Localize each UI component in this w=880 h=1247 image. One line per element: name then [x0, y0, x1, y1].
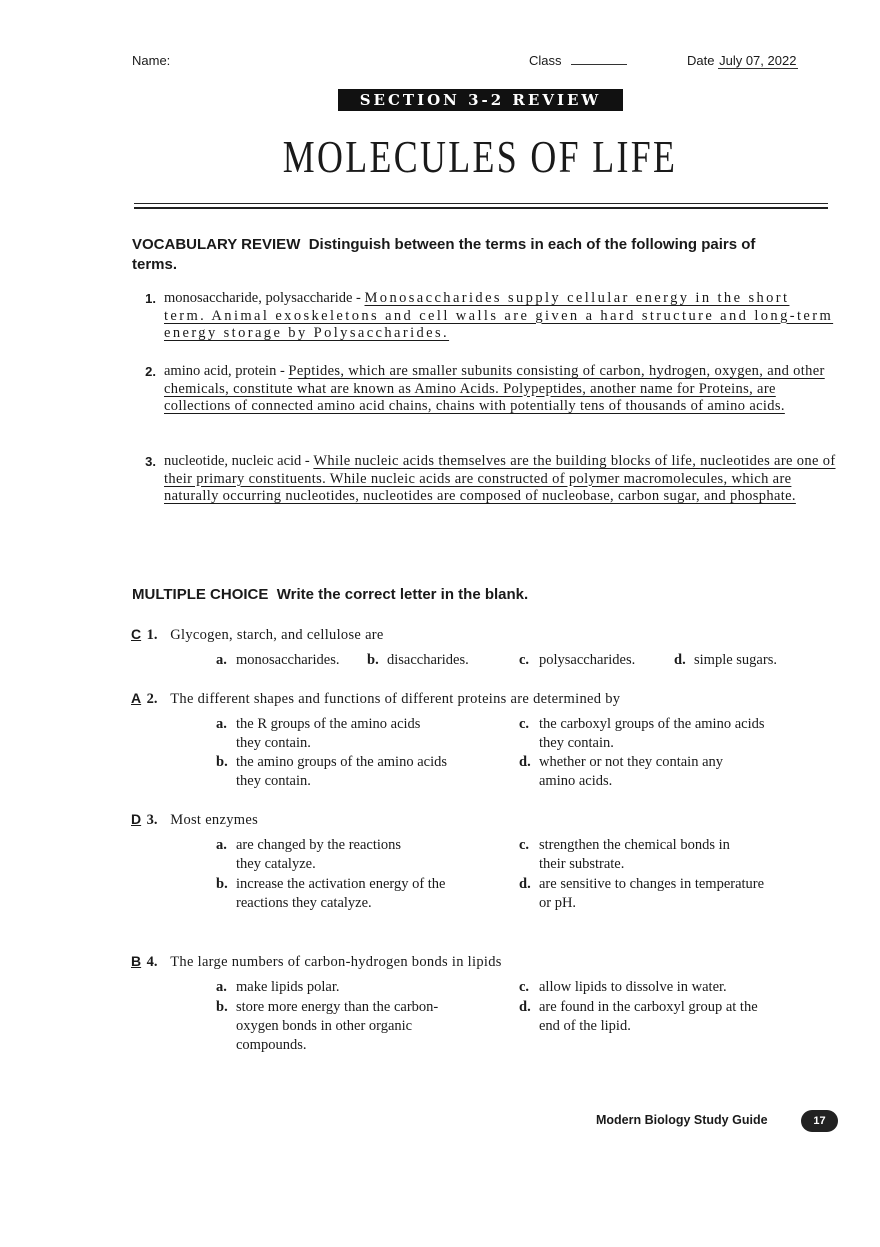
q3-option-d-text-2: or pH.: [539, 895, 577, 911]
name-label: Name:: [132, 53, 171, 68]
mc-heading-label: MULTIPLE CHOICE: [132, 586, 269, 603]
q4-option-c-text: allow lipids to dissolve in water.: [539, 979, 727, 995]
q4-option-a-letter: a.: [216, 979, 227, 995]
vocab-instruction: Distinguish between the terms in each of the following pairs of terms.: [132, 236, 756, 273]
q1-option-c: [519, 651, 635, 670]
q1-option-b: [367, 651, 469, 670]
q3-option-c-text-2: their substrate.: [539, 856, 625, 872]
q3-option-c: [519, 836, 730, 874]
mc-heading: [132, 585, 528, 605]
question-4-number: 4.: [146, 954, 158, 970]
q2-option-d-text: whether or not they contain any: [539, 754, 724, 770]
q4-option-b-text-3: compounds.: [236, 1037, 307, 1053]
vocab-heading: [132, 235, 792, 275]
vocab-item-3: [164, 453, 836, 506]
q1-option-a-text: monosaccharides.: [236, 652, 340, 668]
q2-option-c-text-2: they contain.: [539, 735, 614, 751]
q4-option-b-text-2: oxygen bonds in other organic: [236, 1018, 413, 1034]
question-3-answer: D: [131, 811, 142, 827]
q3-option-b-text-2: reactions they catalyze.: [236, 895, 372, 911]
q2-option-d-text-2: amino acids.: [539, 773, 613, 789]
q3-option-a-text: are changed by the reactions: [236, 837, 402, 853]
page-number-badge: 17: [801, 1110, 838, 1132]
q2-option-c: [519, 715, 765, 753]
date-label: Date: [687, 53, 715, 68]
q4-option-d-letter: d.: [519, 999, 531, 1015]
q3-option-a: [216, 836, 401, 874]
mc-instruction: Write the correct letter in the blank.: [276, 586, 529, 603]
question-4-answer: B: [131, 953, 142, 969]
q3-option-d-text: are sensitive to changes in temperature: [539, 876, 765, 892]
q2-option-b: [216, 753, 447, 791]
question-2-text: The different shapes and functions of different proteins are determined by: [170, 691, 621, 707]
q2-option-d: [519, 753, 723, 791]
q3-option-b-text: increase the activation energy of the: [236, 876, 446, 892]
question-4-text: The large numbers of carbon-hydrogen bonds in lipids: [170, 954, 502, 970]
question-1-answer: C: [131, 626, 142, 642]
q2-option-a: [216, 715, 420, 753]
q3-option-c-text: strengthen the chemical bonds in: [539, 837, 730, 853]
footer-book-title: Modern Biology Study Guide: [596, 1113, 768, 1127]
vocab-item-2-terms: amino acid, protein -: [164, 363, 289, 379]
question-4: [131, 952, 502, 971]
question-1: [131, 625, 384, 644]
q1-option-d-text: simple sugars.: [694, 652, 777, 668]
q2-option-b-letter: b.: [216, 754, 228, 770]
question-2: [131, 689, 620, 708]
q4-option-d-text-2: end of the lipid.: [539, 1018, 631, 1034]
q1-option-c-letter: c.: [519, 652, 530, 668]
class-label: Class: [529, 53, 562, 68]
q4-option-d: [519, 998, 758, 1036]
q2-option-d-letter: d.: [519, 754, 531, 770]
q2-option-a-text-2: they contain.: [236, 735, 311, 751]
question-2-number: 2.: [146, 691, 158, 707]
question-1-number: 1.: [146, 627, 158, 643]
vocab-item-3-answer: While nucleic acids themselves are the building blocks of life, nucleotides are one of their primary constituents. While nucleic acids are constructed of polymer macromolecules, which are naturally occurring nucleotides, nucleotides are composed of nucleobase, carbon sugar, and phosphate.: [164, 453, 836, 504]
date-field: [687, 53, 798, 68]
q3-option-d-letter: d.: [519, 876, 531, 892]
q1-option-d: [674, 651, 777, 670]
q3-option-b-letter: b.: [216, 876, 228, 892]
q3-option-a-letter: a.: [216, 837, 227, 853]
vocab-item-1-terms: monosaccharide, polysaccharide -: [164, 290, 365, 306]
section-label: SECTION 3-2 REVIEW: [338, 89, 623, 111]
q4-option-c-letter: c.: [519, 979, 530, 995]
q1-option-b-text: disaccharides.: [387, 652, 469, 668]
vocab-item-3-number: 3.: [145, 454, 156, 469]
q3-option-b: [216, 875, 446, 913]
question-3-number: 3.: [146, 812, 158, 828]
q4-option-a-text: make lipids polar.: [236, 979, 340, 995]
q1-option-d-letter: d.: [674, 652, 686, 668]
vocab-item-1-number: 1.: [145, 291, 156, 306]
vocab-item-2: [164, 363, 836, 416]
q1-option-a-letter: a.: [216, 652, 227, 668]
q4-option-b: [216, 998, 438, 1055]
q4-option-c: [519, 978, 727, 997]
vocab-item-1-answer: Monosaccharides supply cellular energy in the short term. Animal exoskeletons and cell walls are given a hard structure and long-term energy storage by Polysaccharides.: [164, 290, 834, 341]
q3-option-d: [519, 875, 764, 913]
vocab-item-1: [164, 290, 836, 343]
question-2-answer: A: [131, 690, 142, 706]
question-3: [131, 810, 258, 829]
q4-option-b-text: store more energy than the carbon-: [236, 999, 439, 1015]
class-field: [529, 53, 627, 68]
q2-option-c-letter: c.: [519, 716, 530, 732]
q2-option-b-text: the amino groups of the amino acids: [236, 754, 448, 770]
title-rule-bottom: [134, 207, 828, 209]
vocab-heading-label: VOCABULARY REVIEW: [132, 236, 301, 253]
q2-option-a-text: the R groups of the amino acids: [236, 716, 421, 732]
title-rule-top: [134, 203, 828, 204]
question-3-text: Most enzymes: [170, 812, 259, 828]
q2-option-c-text: the carboxyl groups of the amino acids: [539, 716, 765, 732]
q3-option-a-text-2: they catalyze.: [236, 856, 316, 872]
date-value: July 07, 2022: [719, 53, 797, 68]
vocab-item-2-answer: Peptides, which are smaller subunits consisting of carbon, hydrogen, oxygen, and other chemicals, constitute what are known as Amino Acids. Polypeptides, another name for Proteins, are collections of connected amino acid chains, chains with potentially tens of thousands of amino acids.: [164, 363, 825, 414]
q1-option-b-letter: b.: [367, 652, 379, 668]
vocab-item-3-terms: nucleotide, nucleic acid -: [164, 453, 314, 469]
q2-option-b-text-2: they contain.: [236, 773, 311, 789]
vocab-item-2-number: 2.: [145, 364, 156, 379]
q2-option-a-letter: a.: [216, 716, 227, 732]
question-1-text: Glycogen, starch, and cellulose are: [170, 627, 384, 643]
q1-option-c-text: polysaccharides.: [539, 652, 636, 668]
q3-option-c-letter: c.: [519, 837, 530, 853]
q4-option-a: [216, 978, 340, 997]
q1-option-a: [216, 651, 339, 670]
page-title: MOLECULES OF LIFE: [282, 131, 678, 182]
q4-option-b-letter: b.: [216, 999, 228, 1015]
q4-option-d-text: are found in the carboxyl group at the: [539, 999, 758, 1015]
class-blank: [571, 64, 627, 65]
